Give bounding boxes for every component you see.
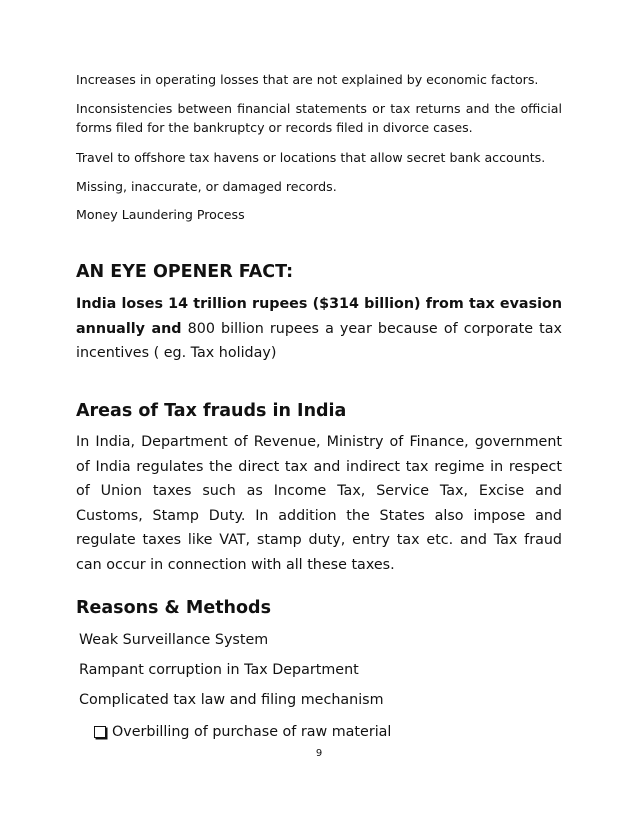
areas-body: In India, Department of Revenue, Ministry of Finance, government of India regulates the direct tax and indirect tax regime in respect of Union taxes such as Income Tax, Service Tax, Excise and Customs, Stamp Duty. In addition the States also impose and regulate taxes like VAT, stamp duty, entry tax etc. and Tax fraud can occur in connection with all these taxes.	[76, 434, 562, 573]
indicator-item: Travel to offshore tax havens or locations that allow secret bank accounts.	[76, 150, 546, 165]
checkbox-bullet-icon	[94, 726, 106, 738]
indicator-item: Money Laundering Process	[76, 207, 245, 222]
eye-opener-heading: AN EYE OPENER FACT:	[76, 262, 294, 282]
reasons-heading: Reasons & Methods	[76, 598, 271, 618]
reason-item: Weak Surveillance System	[79, 632, 269, 648]
indicator-item: Increases in operating losses that are not explained by economic factors.	[76, 72, 539, 87]
method-checkbox-item	[94, 722, 391, 742]
areas-heading: Areas of Tax frauds in India	[76, 401, 347, 421]
eye-opener-bold-text: India loses 14 trillion rupees ($314 billion) from tax evasion annually and	[76, 296, 562, 337]
indicator-item: Inconsistencies between financial statements or tax returns and the official forms filed for the bankruptcy or records filed in divorce cases.	[76, 101, 562, 135]
method-item-label: Overbilling of purchase of raw material	[112, 724, 392, 740]
indicator-item: Missing, inaccurate, or damaged records.	[76, 179, 337, 194]
eye-opener-text	[76, 292, 562, 366]
reason-item: Complicated tax law and filing mechanism	[79, 692, 384, 708]
reason-item: Rampant corruption in Tax Department	[79, 662, 359, 678]
page-number: 9	[315, 748, 323, 759]
eye-opener-normal-text: 800 billion rupees a year because of corporate tax incentives ( eg. Tax holiday)	[76, 320, 562, 361]
